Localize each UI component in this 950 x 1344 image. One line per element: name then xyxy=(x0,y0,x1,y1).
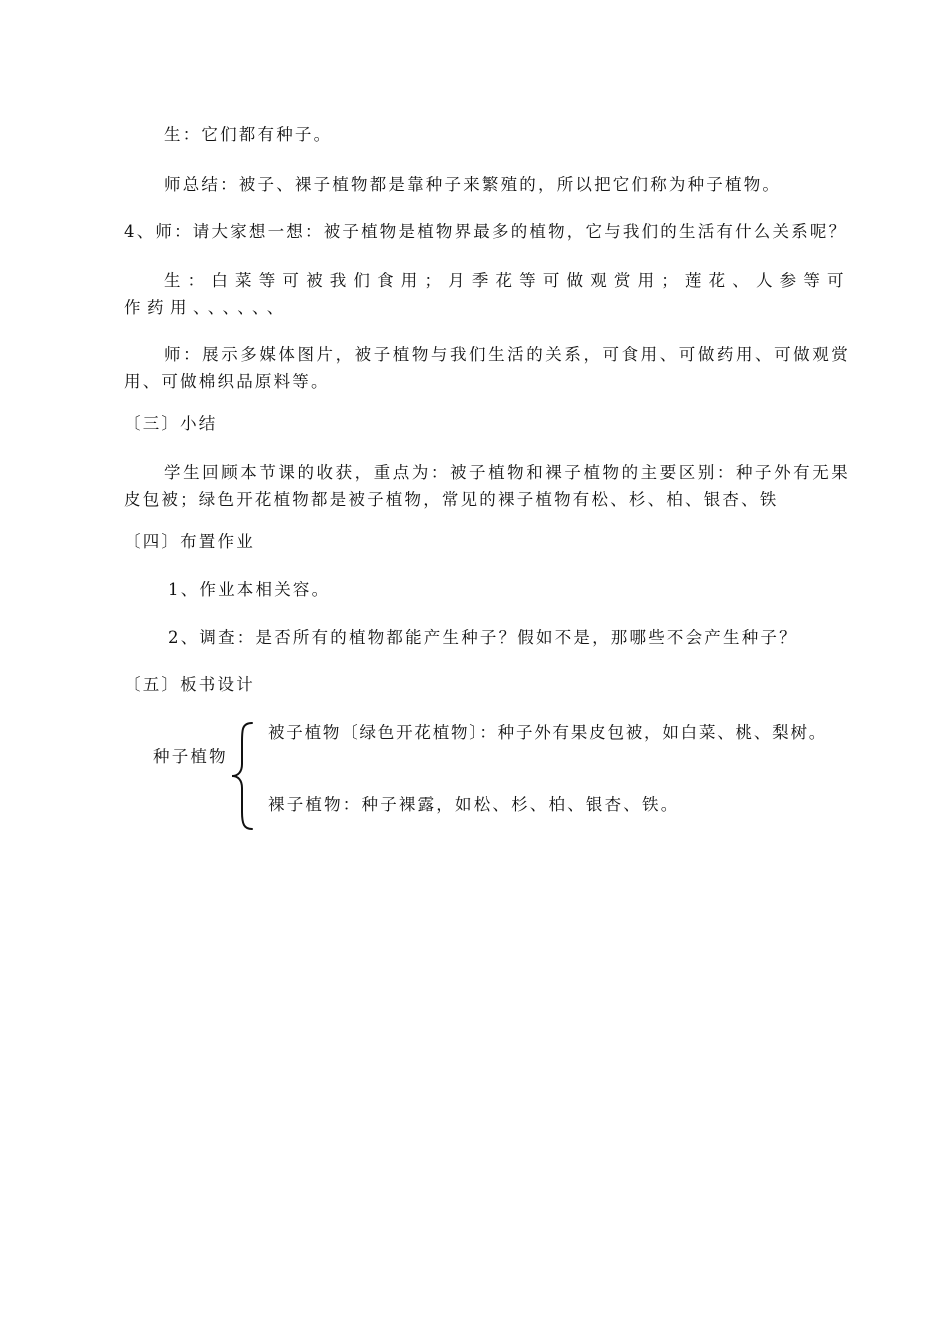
board-root-label: 种子植物 xyxy=(153,747,228,766)
homework-item-1: 1、作业本相关容。 xyxy=(168,580,331,599)
section-heading-board-design: 〔五〕板书设计 xyxy=(124,675,255,694)
board-branch-gymnosperm: 裸子植物：种子裸露，如松、杉、柏、银杏、铁。 xyxy=(268,795,680,814)
homework-item-2: 2、调查：是否所有的植物都能产生种子？假如不是，那哪些不会产生种子？ xyxy=(168,628,798,647)
teacher-show-media: 师：展示多媒体图片，被子植物与我们生活的关系，可食用、可做药用、可做观赏用、可做棉织品原料等。 xyxy=(124,345,850,391)
board-branch-angiosperm: 被子植物〔绿色开花植物〕：种子外有果皮包被，如白菜、桃、梨树。 xyxy=(268,723,828,742)
student-answer-seeds: 生：它们都有种子。 xyxy=(164,125,333,144)
section-heading-homework: 〔四〕布置作业 xyxy=(124,532,255,551)
summary-paragraph: 学生回顾本节课的收获，重点为：被子植物和裸子植物的主要区别：种子外有无果皮包被；绿色开花植物都是被子植物，常见的裸子植物有松、杉、柏、银杏、铁 xyxy=(124,463,850,509)
student-answer-uses: 生：白菜等可被我们食用；月季花等可做观赏用；莲花、人参等可作药用、、、、、、 xyxy=(124,271,850,317)
section-heading-summary: 〔三〕小结 xyxy=(124,414,218,433)
teacher-question-4: 4、师：请大家想一想：被子植物是植物界最多的植物，它与我们的生活有什么关系呢？ xyxy=(124,222,848,241)
teacher-summary: 师总结：被子、裸子植物都是靠种子来繁殖的，所以把它们称为种子植物。 xyxy=(164,175,782,194)
curly-brace xyxy=(228,720,258,832)
